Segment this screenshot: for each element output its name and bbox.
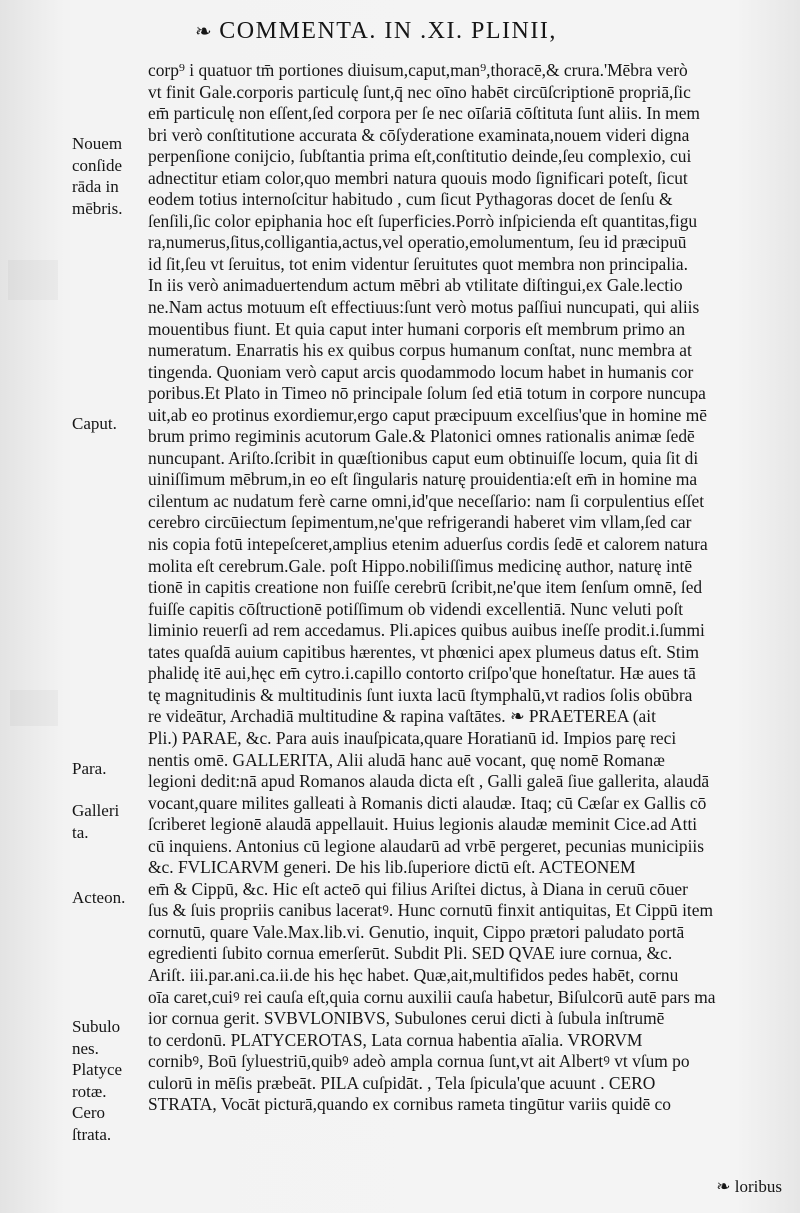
- margin-note-cerostrata: Cero ſtrata.: [72, 1103, 112, 1144]
- text-line: to cerdonū. PLATYCEROTAS, Lata cornua habentia aīalia. VRORVM: [148, 1029, 643, 1050]
- text-line: phalidę itē aui,hęc em̄ cytro.i.capillo contorto criſpo'que honeſtatur. Hæ aues tā: [148, 663, 696, 684]
- text-line: numeratum. Enarratis his ex quibus corpus humanum conſtat, nunc membra at: [148, 340, 692, 361]
- text-line: oīa caret,cuiꝰ rei cauſa eſt,quia cornu auxilii cauſa habetur, Biſulcorū autē pars ma: [148, 986, 716, 1007]
- text-line: bri verò conſtitutione accurata & cōſyderatione examinata,nouem videri digna: [148, 124, 690, 145]
- text-line: uiniſſimum mēbrum,in eo eſt ſingularis naturę prouidentia:eſt em̄ in homine ma: [148, 469, 698, 490]
- text-line: STRATA, Vocāt picturā,quando ex cornibus rameta tingūtur variis quidē co: [148, 1094, 671, 1115]
- catchword: [716, 1177, 782, 1197]
- text-line: ra,numerus,ſitus,colligantia,actus,vel operatio,emolumentum, ſeu id præcipuū: [148, 232, 687, 253]
- text-line: ior cornua gerit. SVBVLONIBVS, Subulones cerui dicti à ſubula inſtrumē: [148, 1008, 665, 1029]
- main-text-column: [148, 60, 788, 1116]
- fleuron-icon: ❧: [195, 21, 214, 43]
- text-line: id ſit,ſeu vt ſeruitus, tot enim videntur ſeruitutes quot membra non principalia.: [148, 253, 688, 274]
- text-line: molita eſt cerebrum.Gale. poſt Hippo.nobiliſſimus medicinę author, naturę intē: [148, 555, 693, 576]
- text-line: re videātur, Archadiā multitudine & rapina vaſtātes. ❧ PRAETEREA (ait: [148, 706, 656, 727]
- text-line: nentis omē. GALLERITA, Alii aludā hanc auē vocant, quę nomē Romanæ: [148, 749, 665, 770]
- text-line: Ariſt. iii.par.ani.ca.ii.de his hęc habet. Quæ,ait,multifidos pedes habēt, cornu: [148, 964, 679, 985]
- text-line: ne.Nam actus motuum eſt effectiuus:ſunt verò motus paſſiui nuncupati, qui aliis: [148, 297, 700, 318]
- text-line: adnectitur etiam color,quo membri natura quouis modo ſignificari poteſt, ſicut: [148, 167, 688, 188]
- running-head-title: COMMENTA. IN .XI. PLINII,: [219, 18, 557, 44]
- margin-note-platycerotae: Platyce rotæ.: [72, 1060, 123, 1101]
- margin-note-nouem: Nouem conſide rāda in mēbris.: [72, 134, 123, 218]
- text-line: tę magnitudinis & multitudinis ſunt iuxta lacū ſtymphalū,vt radios ſolis obūbra: [148, 684, 693, 705]
- margin-note-subulones: Subulo nes.: [72, 1017, 121, 1058]
- bleed-through-mark: [10, 690, 58, 726]
- text-line: brum primo regiminis acutorum Gale.& Platonici omnes rationalis animæ ſedē: [148, 426, 695, 447]
- text-line: mouentibus fiunt. Et quia caput inter humani corporis eſt membrum primo an: [148, 318, 686, 339]
- text-line: culorū in mēſis præbeāt. PILA cuſpidāt. , Tela ſpicula'que acuunt . CERO: [148, 1072, 656, 1093]
- text-line: nis copia fotū intepeſceret,amplius etenim aduerſus cordis ſedē et calorem natura: [148, 534, 708, 555]
- text-line: corp⁹ i quatuor tm̄ portiones diuisum,caput,man⁹,thoracē,& crura.'Mēbra verò: [148, 60, 688, 80]
- fleuron-icon: ❧: [716, 1177, 731, 1196]
- margin-note-gallerita: Galleri ta.: [72, 801, 120, 842]
- text-line: poribus.Et Plato in Timeo nō principale ſolum ſed etiā totum in corpore nuncupa: [148, 383, 706, 404]
- text-line: ſus & ſuis propriis canibus laceratꝰ. Hunc cornutū finxit antiquitas, Et Cippū item: [148, 900, 713, 921]
- text-line: In iis verò animaduertendum actum mēbri ab vtilitate diſtingui,ex Gale.lectio: [148, 275, 683, 296]
- text-line: Pli.) PARAE, &c. Para auis inauſpicata,quare Horatianū id. Impios parę reci: [148, 727, 677, 748]
- bleed-through-mark: [8, 260, 58, 300]
- text-line: perpenſione conijcio, ſubſtantia prima eſt,conſtitutio deinde,ſeu complexio, cui: [148, 146, 692, 167]
- text-line: tingenda. Quoniam verò caput arcis quodammodo locum habet in humanis cor: [148, 361, 694, 382]
- running-head: [195, 18, 715, 45]
- text-line: vocant,quare milites galleati à Romanis dicti alaudæ. Itaq; cū Cæſar ex Gallis cō: [148, 792, 707, 813]
- text-line: cornutū, quare Vale.Max.lib.vi. Genutio, inquit, Cippo prætori paludato portā: [148, 921, 685, 942]
- margin-note-para: Para.: [72, 759, 107, 778]
- text-line: cū inquiens. Antonius cū legione alaudarū ad vrbē pergeret, pecunias municipiis: [148, 835, 705, 856]
- text-line: em̄ & Cippū, &c. Hic eſt acteō qui filius Ariſtei dictus, à Diana in ceruū cōuer: [148, 878, 688, 899]
- text-line: cerebro circūiectum ſepimentum,ne'que refrigerandi haberet vim vllam,ſed car: [148, 512, 692, 533]
- text-line: legioni dedit:nā apud Romanos alauda dicta eſt , Galli galeā ſiue gallerita, alaudā: [148, 771, 710, 792]
- text-line: tates quaſdā auium capitibus hærentes, vt phœnici apex plumeus datus eſt. Stim: [148, 641, 700, 662]
- text-line: liminio reuerſi ad rem accedamus. Pli.apices quibus auibus ineſſe prodit.i.ſummi: [148, 620, 705, 641]
- text-line: fuiſſe capitis cōſtructionē potiſſimum ob videndi excellentiā. Nunc veluti poſt: [148, 598, 684, 619]
- text-line: ſcriberet legionē alaudā appellauit. Huius legionis alaudæ meminit Cice.ad Atti: [148, 814, 698, 835]
- margin-note-acteon: Acteon.: [72, 888, 126, 907]
- text-line: ſenſili,ſic color epiphania hoc eſt ſuperficies.Porrò inſpicienda eſt quantitas,figu: [148, 210, 698, 231]
- text-line: nuncupant. Ariſto.ſcribit in quæſtionibus caput eum obtinuiſſe locum, quia ſit di: [148, 447, 699, 468]
- text-line: &c. FVLICARVM generi. De his lib.ſuperiore dictū eſt. ACTEONEM: [148, 857, 636, 878]
- text-line: tionē in capitis creatione non fuiſſe cerebrū ſcribit,ne'que item ſenſum omnē, ſed: [148, 577, 703, 598]
- catchword-text: loribus: [734, 1177, 782, 1196]
- text-line: uit,ab eo protinus exordiemur,ergo caput præcipuum excelſius'que in homine mē: [148, 404, 707, 425]
- text-line: cilentum ac nudatum ferè carne omni,id'que neceſſario: nam ſi corpulentius eſſet: [148, 490, 705, 511]
- text-line: vt finit Gale.corporis particulę ſunt,q̄ nec oīno habēt circūſcriptionē propriā,ſic: [148, 81, 691, 102]
- text-line: cornibꝰ, Boū ſyluestriū,quibꝰ adeò ampla cornua ſunt,vt ait Albertꝰ vt vſum po: [148, 1051, 690, 1072]
- margin-note-caput: Caput.: [72, 414, 117, 433]
- text-line: egredienti ſubito cornua emerſerūt. Subdit Pli. SED QVAE iure cornua, &c.: [148, 943, 673, 964]
- text-line: eodem totius internoſcitur habitudo , cum ſicut Pythagoras docet de ſenſu &: [148, 189, 673, 210]
- text-line: em̄ particulę non eſſent,ſed corpora per ſe nec oīſariā cōſtituta ſunt aliis. In mem: [148, 103, 700, 124]
